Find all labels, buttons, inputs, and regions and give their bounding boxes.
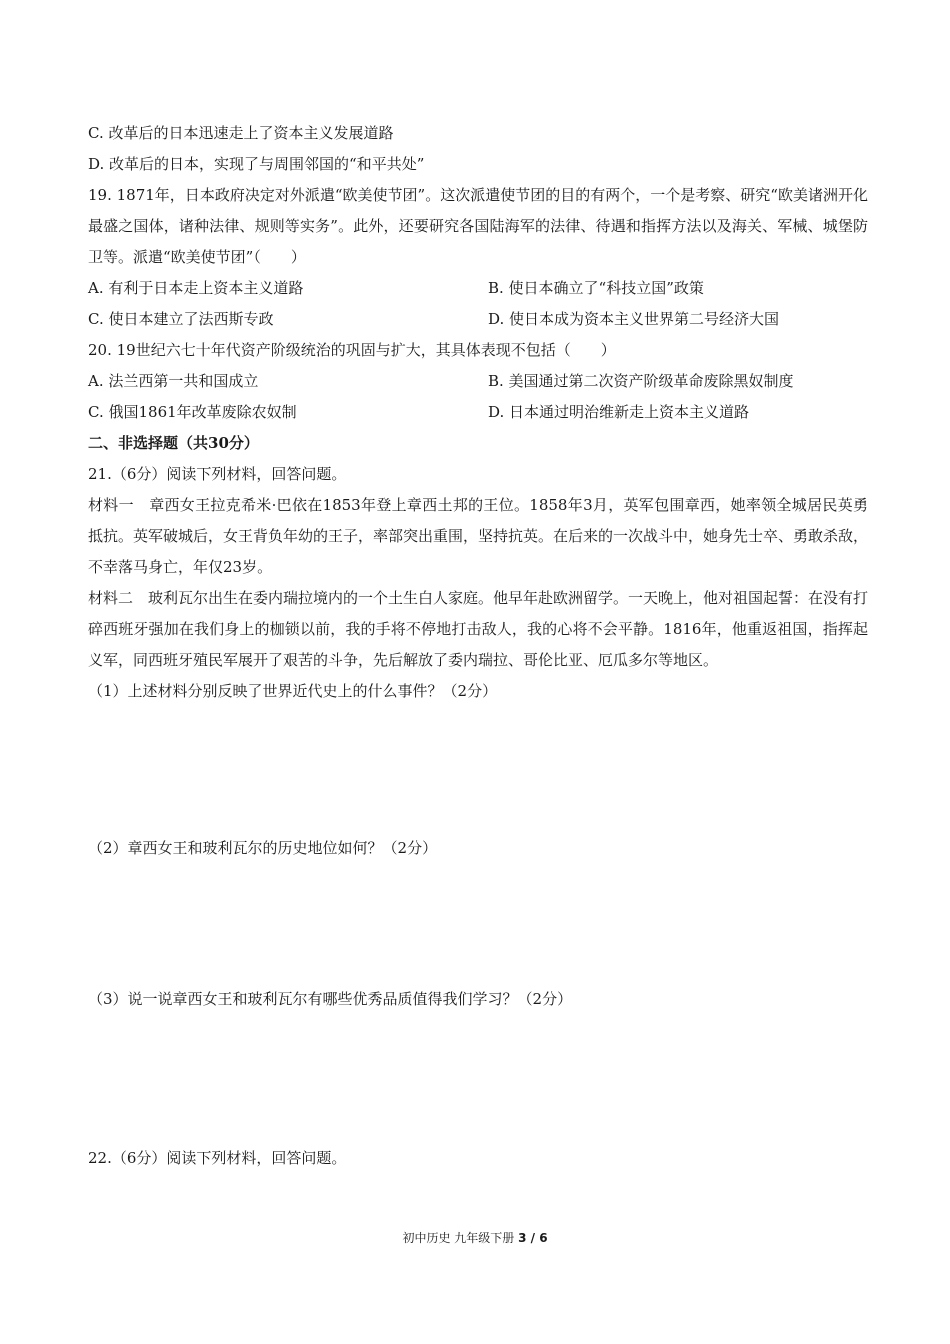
q19-option-c: C. 使日本建立了法西斯专政 [88, 310, 274, 328]
q19-option-a: A. 有利于日本走上资本主义道路 [88, 279, 304, 297]
q21-material-2: 材料二 玻利瓦尔出生在委内瑞拉境内的一个土生白人家庭。他早年赴欧洲留学。一天晚上，他对祖国起誓：在没有打碎西班牙强加在我们身上的枷锁以前，我的手将不停地打击敌人，我的心将不会平静。1816年，他重返祖国，指挥起义军，同西班牙殖民军展开了艰苦的斗争，先后解放了委内瑞拉、哥伦比亚、厄瓜多尔等地区。 [88, 589, 869, 669]
exam-page [88, 118, 868, 1174]
answer-space [88, 707, 868, 833]
q22-stem: 22.（6分）阅读下列材料，回答问题。 [88, 1149, 347, 1167]
q19-options-row1 [88, 273, 868, 304]
q19-options-row2 [88, 304, 868, 335]
q20-option-c: C. 俄国1861年改革废除农奴制 [88, 403, 297, 421]
footer-label: 初中历史 九年级下册 [402, 1231, 515, 1245]
q18-option-c: C. 改革后的日本迅速走上了资本主义发展道路 [88, 124, 394, 142]
q21-material-1: 材料一 章西女王拉克希米·巴依在1853年登上章西土邦的王位。1858年3月，英军包围章西，她率领全城居民英勇抵抗。英军破城后，女王背负年幼的王子，率部突出重围，坚持抗英。在后来的一次战斗中，她身先士卒、勇敢杀敌，不幸落马身亡，年仅23岁。 [88, 496, 869, 576]
q21-subquestion-3: （3）说一说章西女王和玻利瓦尔有哪些优秀品质值得我们学习？（2分） [88, 990, 573, 1008]
q20-stem: 20. 19世纪六七十年代资产阶级统治的巩固与扩大，其具体表现不包括（ ） [88, 341, 616, 359]
q19-option-b: B. 使日本确立了“科技立国”政策 [488, 279, 704, 297]
section-heading: 二、非选择题（共30分） [88, 434, 259, 452]
q20-options-row1 [88, 366, 868, 397]
q19-option-d: D. 使日本成为资本主义世界第二号经济大国 [488, 310, 780, 328]
q20-options-row2 [88, 397, 868, 428]
q20-option-a: A. 法兰西第一共和国成立 [88, 372, 259, 390]
answer-space [88, 1015, 868, 1143]
q19-stem: 19. 1871年，日本政府决定对外派遣“欧美使节团”。这次派遣使节团的目的有两个，一个是考察、研究“欧美诸洲开化最盛之国体，诸种法律、规则等实务”。此外，还要研究各国陆海军的法律、待遇和指挥方法以及海关、军械、城堡防卫等。派遣“欧美使节团”（ ） [88, 186, 868, 266]
answer-space [88, 864, 868, 984]
q20-option-b: B. 美国通过第二次资产阶级革命废除黑奴制度 [488, 372, 794, 390]
q21-subquestion-1: （1）上述材料分别反映了世界近代史上的什么事件？（2分） [88, 682, 498, 700]
page-footer [0, 1228, 950, 1248]
page-number: 3 / 6 [518, 1231, 548, 1245]
q21-subquestion-2: （2）章西女王和玻利瓦尔的历史地位如何？（2分） [88, 839, 438, 857]
q20-option-d: D. 日本通过明治维新走上资本主义道路 [488, 403, 750, 421]
q18-option-d: D. 改革后的日本，实现了与周围邻国的“和平共处” [88, 155, 425, 173]
q21-stem: 21.（6分）阅读下列材料，回答问题。 [88, 465, 347, 483]
